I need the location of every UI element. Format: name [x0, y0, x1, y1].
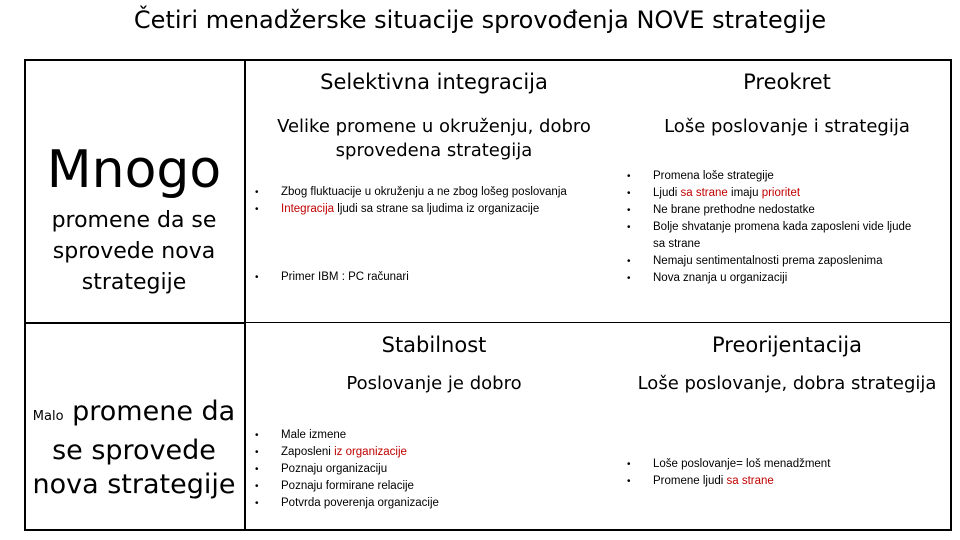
left-bottom-line2: se sprovede	[52, 435, 216, 466]
q1-bullet-1: • Zbog fluktuacije u okruženju a ne zbog lošeg poslovanja	[255, 184, 620, 201]
left-horizontal-divider	[24, 322, 244, 324]
q2-bullets	[627, 168, 919, 287]
q3-bullet-1: • Male izmene	[255, 427, 620, 444]
left-bottom-line1: promene da	[72, 396, 236, 427]
q1-bullets-2	[255, 269, 620, 286]
q4-heading: Preorijentacija	[712, 333, 862, 357]
q3-bullet-4: • Poznaju formirane relacije	[255, 478, 620, 495]
q2-bullet-1: • Promena loše strategije	[627, 168, 919, 185]
q2-bullet-3: • Ne brane prethodne nedostatke	[627, 202, 919, 219]
q2-subtitle: Loše poslovanje i strategija	[664, 116, 910, 137]
q1-subtitle: Velike promene u okruženju, dobro sprovedena strategija	[277, 116, 591, 161]
q4-bullet-1: • Loše poslovanje= loš menadžment	[627, 456, 927, 473]
left-bottom-line3: nova strategije	[32, 469, 236, 500]
q3-bullet-2: • Zaposleni iz organizacije	[255, 444, 620, 461]
q4-subtitle: Loše poslovanje, dobra strategija	[637, 373, 937, 394]
q2-bullet-4: • Bolje shvatanje promena kada zaposleni vide ljude sa strane	[627, 219, 919, 253]
q2-bullet-5: • Nemaju sentimentalnosti prema zaposlenima	[627, 253, 919, 270]
q3-subtitle: Poslovanje je dobro	[346, 373, 522, 394]
q1-bullet-3: • Primer IBM : PC računari	[255, 269, 620, 286]
q3-bullet-3: • Poznaju organizaciju	[255, 461, 620, 478]
vertical-divider	[244, 59, 246, 531]
q1-bullet-2: • Integracija ljudi sa strane sa ljudima iz organizacije	[255, 201, 620, 218]
q1-heading: Selektivna integracija	[320, 70, 548, 94]
left-bottom-label	[26, 395, 242, 502]
q2-bullet-2: • Ljudi sa strane imaju prioritet	[627, 185, 919, 202]
right-horizontal-divider	[244, 322, 952, 323]
q4-bullets	[627, 456, 927, 490]
q2-heading: Preokret	[743, 70, 831, 94]
left-top-big-label: Mnogo	[46, 140, 222, 200]
left-top-rest-label: promene da se sprovede nova strategije	[51, 208, 217, 295]
q3-bullets	[255, 427, 620, 512]
left-bottom-small: Malo	[32, 409, 64, 424]
q2-bullet-6: • Nova znanja u organizaciji	[627, 270, 919, 287]
q3-bullet-5: • Potvrda poverenja organizacije	[255, 495, 620, 512]
q3-heading: Stabilnost	[381, 333, 487, 357]
slide-title: Četiri menadžerske situacije sprovođenja NOVE strategije	[133, 6, 827, 34]
q4-bullet-2: • Promene ljudi sa strane	[627, 473, 927, 490]
q1-bullets	[255, 184, 620, 218]
